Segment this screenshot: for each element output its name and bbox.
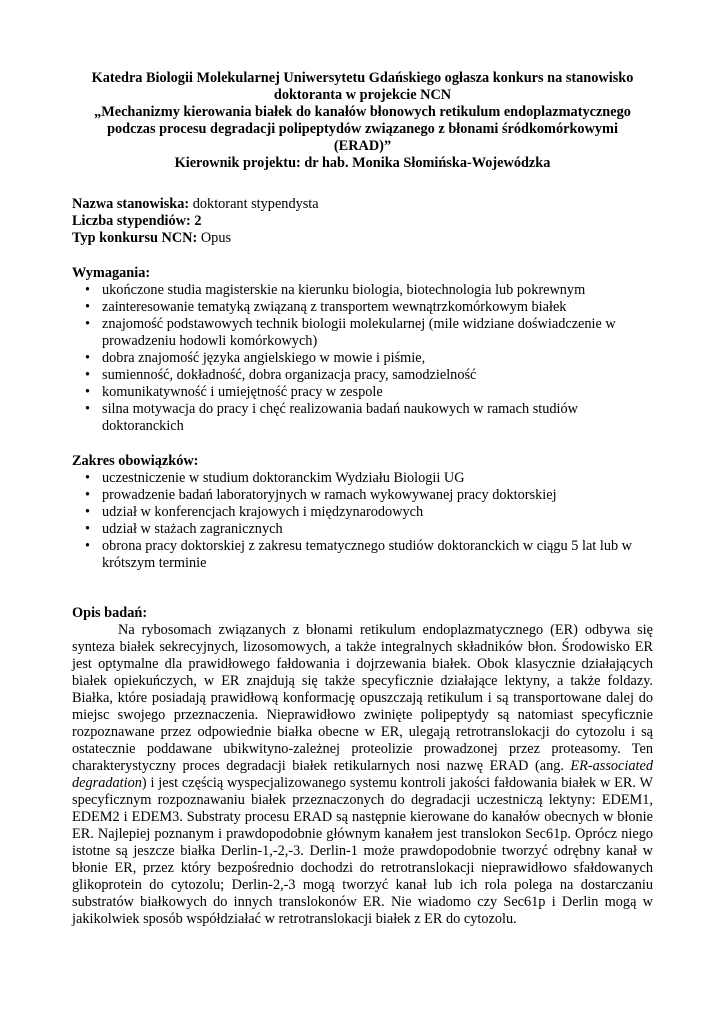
description-italic-term: ER-associated degradation xyxy=(72,758,653,791)
description-text-part-2: ) i jest częścią wyspecjalizowanego systemu kontroli jakości fałdowania białek w ER. W specyficznym rozpoznawaniu białek przeznaczonych do degradacji uczestniczą lektyny: EDEM1, EDEM2 i EDEM3. Substraty procesu ERAD są następnie kierowane do kanałów obecnych w błonie ER. Najlepiej poznanym i prawdopodobnie głównym kanałem jest translokon Sec61p. Oprócz niego istotne są jeszcze białka Derlin-1,-2,-3. Derlin-1 może prawdopodobnie tworzyć odrębny kanał w błonie ER, przez który bezpośrednio dochodzi do retrotranslokacji nieprawidłowo sfałdowanych glikoprotein do cytozolu; Derlin-2,-3 mogą tworzyć kanał lub ich rola polega na dostarczaniu substratów białkowych do innych translokonów ER. Nie wiadomo czy Sec61p i Derlin mogą w jakikolwiek sposób współdziałać w retrotranslokacji białek z ER do cytozolu. xyxy=(72,775,653,927)
duties-section xyxy=(72,453,653,572)
requirements-title: Wymagania: xyxy=(72,265,151,281)
stipends-label: Liczba stypendiów: 2 xyxy=(72,213,202,229)
research-description-section xyxy=(72,605,653,928)
position-value: doktorant stypendysta xyxy=(189,196,319,212)
list-item: • sumienność, dokładność, dobra organizacja pracy, samodzielność xyxy=(72,367,653,384)
list-item: • prowadzenie badań laboratoryjnych w ramach wykowywanej pracy doktorskiej xyxy=(72,487,653,504)
list-item: • udział w konferencjach krajowych i międzynarodowych xyxy=(72,504,653,521)
list-item: • znajomość podstawowych technik biologii molekularnej (mile widziane doświadczenie w prowadzeniu hodowli komórkowych) xyxy=(72,316,653,350)
header-line-3: „Mechanizmy kierowania białek do kanałów błonowych retikulum endoplazmatycznego xyxy=(94,104,631,120)
list-item: • dobra znajomość języka angielskiego w mowie i piśmie, xyxy=(72,350,653,367)
description-paragraph xyxy=(72,622,653,928)
stipend-count xyxy=(72,213,653,230)
list-item: • udział w stażach zagranicznych xyxy=(72,521,653,538)
list-item: • uczestniczenie w studium doktoranckim Wydziału Biologii UG xyxy=(72,470,653,487)
list-item: • zainteresowanie tematyką związaną z transportem wewnątrzkomórkowym białek xyxy=(72,299,653,316)
list-item: • obrona pracy doktorskiej z zakresu tematycznego studiów doktoranckich w ciągu 5 lat lub w krótszym terminie xyxy=(72,538,653,572)
contest-label: Typ konkursu NCN: xyxy=(72,230,198,246)
list-item: • komunikatywność i umiejętność pracy w zespole xyxy=(72,384,653,401)
list-item: • silna motywacja do pracy i chęć realizowania badań naukowych w ramach studiów doktoranckich xyxy=(72,401,653,435)
description-text-part-1: Na rybosomach związanych z błonami retikulum endoplazmatycznego (ER) odbywa się synteza białek sekrecyjnych, lizosomowych, a także integralnych składników błon. Środowisko ER jest optymalne dla prawidłowego fałdowania i dojrzewania białek. Obok klasycznie działających białek opiekuńczych, w ER znajdują się także specyficznie działające lektyny, a także foldazy. Białka, które posiadają prawidłową konformację opuszczają retikulum i są transportowane dalej do miejsc swojego przeznaczenia. Nieprawidłowo zwinięte polipeptydy są natomiast specyficznie rozpoznawane przez odpowiednie białka obecne w ER, ulegają retrotranslokacji do cytozolu i są ostatecznie poddawane ubikwityno-zależnej proteolizie prowadzonej przez proteasomy. Ten charakterystyczny proces degradacji białek retikularnych nosi nazwę ERAD (ang. xyxy=(72,622,653,774)
document-page xyxy=(72,70,653,928)
requirements-list xyxy=(72,282,653,435)
announcement-header xyxy=(72,70,653,172)
duties-list xyxy=(72,470,653,572)
contest-type xyxy=(72,230,653,247)
position-label: Nazwa stanowiska: xyxy=(72,196,190,212)
list-item: • ukończone studia magisterskie na kierunku biologia, biotechnologia lub pokrewnym xyxy=(72,282,653,299)
project-leader: Kierownik projektu: dr hab. Monika Słomińska-Wojewódzka xyxy=(174,155,551,171)
duties-title: Zakres obowiązków: xyxy=(72,453,199,469)
header-line-4: podczas procesu degradacji polipeptydów związanego z błonami śródkomórkowymi xyxy=(107,121,618,137)
header-line-5: (ERAD)” xyxy=(333,138,392,154)
header-line-2: doktoranta w projekcie NCN xyxy=(273,87,452,103)
header-line-1: Katedra Biologii Molekularnej Uniwersytetu Gdańskiego ogłasza konkurs na stanowisko xyxy=(91,70,634,86)
contest-value: Opus xyxy=(197,230,232,246)
position-name xyxy=(72,196,653,213)
position-details xyxy=(72,196,653,247)
requirements-section xyxy=(72,265,653,435)
description-title: Opis badań: xyxy=(72,605,148,621)
